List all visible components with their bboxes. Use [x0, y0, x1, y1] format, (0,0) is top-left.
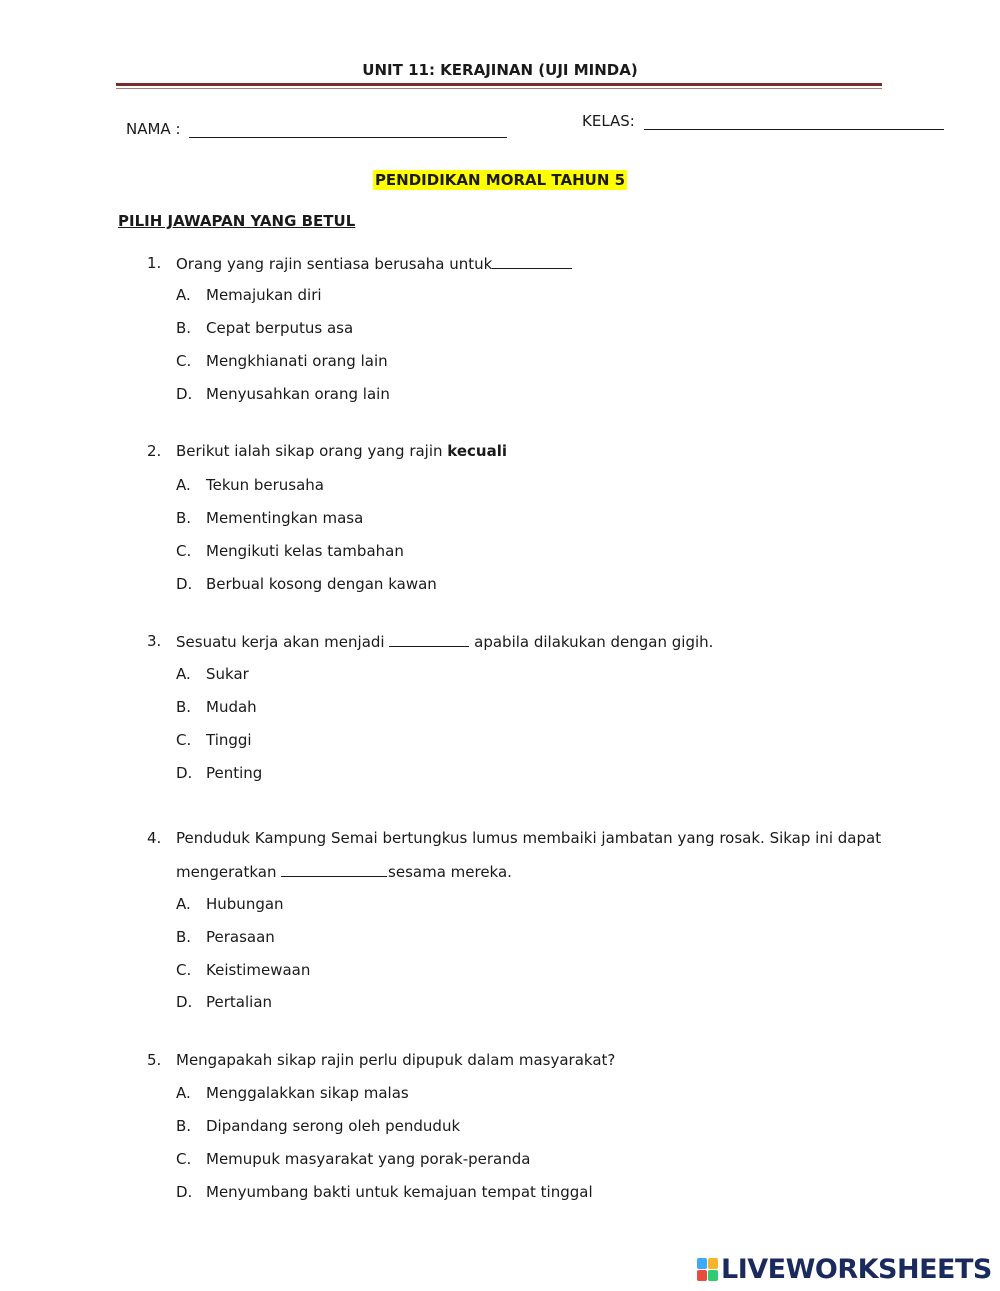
question-text-line1: Penduduk Kampung Semai bertungkus lumus membaiki jambatan yang rosak. Sikap ini dapat — [176, 829, 882, 847]
option-text[interactable]: Pertalian — [206, 993, 273, 1011]
option-text[interactable]: Memajukan diri — [206, 286, 322, 304]
option-letter[interactable]: A. — [176, 476, 191, 494]
option-letter[interactable]: B. — [176, 1117, 192, 1135]
question-number: 3. — [147, 632, 162, 650]
kelas-field — [582, 112, 944, 130]
option-text[interactable]: Hubungan — [206, 895, 284, 913]
option-text[interactable]: Dipandang serong oleh penduduk — [206, 1117, 461, 1135]
question-text — [176, 442, 507, 460]
question-text-part: mengeratkan — [176, 863, 277, 881]
liveworksheets-logo — [697, 1253, 992, 1285]
option-letter[interactable]: B. — [176, 698, 192, 716]
option-letter[interactable]: B. — [176, 509, 192, 527]
question-text-part: Orang yang rajin sentiasa berusaha untuk — [176, 255, 493, 273]
option-letter[interactable]: D. — [176, 993, 193, 1011]
option-letter[interactable]: C. — [176, 731, 192, 749]
option-letter[interactable]: A. — [176, 895, 191, 913]
question-text-part: sesama mereka. — [388, 863, 512, 881]
option-letter[interactable]: A. — [176, 286, 191, 304]
nama-field — [126, 120, 507, 138]
title-rule-thin — [116, 88, 882, 89]
question-number: 5. — [147, 1051, 162, 1069]
option-letter[interactable]: D. — [176, 575, 193, 593]
instruction-heading: PILIH JAWAPAN YANG BETUL — [118, 212, 356, 230]
answer-blank — [389, 632, 469, 647]
question-number: 1. — [147, 254, 162, 272]
option-letter[interactable]: D. — [176, 385, 193, 403]
question-text — [176, 862, 512, 881]
option-text[interactable]: Menyusahkan orang lain — [206, 385, 390, 403]
option-letter[interactable]: B. — [176, 319, 192, 337]
subject-text: PENDIDIKAN MORAL TAHUN 5 — [374, 171, 626, 189]
option-letter[interactable]: C. — [176, 542, 192, 560]
option-text[interactable]: Keistimewaan — [206, 961, 311, 979]
option-text[interactable]: Berbual kosong dengan kawan — [206, 575, 437, 593]
kelas-blank[interactable] — [644, 115, 944, 130]
worksheet-title: UNIT 11: KERAJINAN (UJI MINDA) — [362, 61, 638, 79]
question-text — [176, 632, 713, 651]
nama-blank[interactable] — [189, 123, 507, 138]
question-text: Mengapakah sikap rajin perlu dipupuk dalam masyarakat? — [176, 1051, 616, 1069]
option-letter[interactable]: A. — [176, 665, 191, 683]
option-text[interactable]: Menyumbang bakti untuk kemajuan tempat tinggal — [206, 1183, 593, 1201]
option-text[interactable]: Mengkhianati orang lain — [206, 352, 388, 370]
answer-blank — [492, 254, 572, 269]
option-letter[interactable]: B. — [176, 928, 192, 946]
option-text[interactable]: Mengikuti kelas tambahan — [206, 542, 404, 560]
option-letter[interactable]: C. — [176, 352, 192, 370]
subject-heading — [0, 170, 1000, 189]
option-text[interactable]: Sukar — [206, 665, 249, 683]
option-letter[interactable]: D. — [176, 1183, 193, 1201]
option-text[interactable]: Mementingkan masa — [206, 509, 364, 527]
option-text[interactable]: Tekun berusaha — [206, 476, 324, 494]
title-rule — [116, 83, 882, 86]
kelas-label: KELAS: — [582, 112, 635, 130]
question-text-part: Berikut ialah sikap orang yang rajin — [176, 442, 443, 460]
option-letter[interactable]: D. — [176, 764, 193, 782]
option-text[interactable]: Cepat berputus asa — [206, 319, 354, 337]
question-text — [176, 254, 572, 273]
option-letter[interactable]: C. — [176, 961, 192, 979]
option-text[interactable]: Menggalakkan sikap malas — [206, 1084, 409, 1102]
option-text[interactable]: Memupuk masyarakat yang porak-peranda — [206, 1150, 531, 1168]
question-emphasis: kecuali — [447, 442, 508, 460]
option-letter[interactable]: A. — [176, 1084, 191, 1102]
nama-label: NAMA : — [126, 120, 181, 138]
liveworksheets-logo-icon — [697, 1258, 718, 1281]
option-text[interactable]: Penting — [206, 764, 263, 782]
question-number: 2. — [147, 442, 162, 460]
question-text-part: Sesuatu kerja akan menjadi — [176, 633, 385, 651]
question-text-part: apabila dilakukan dengan gigih. — [474, 633, 714, 651]
option-text[interactable]: Mudah — [206, 698, 257, 716]
option-letter[interactable]: C. — [176, 1150, 192, 1168]
answer-blank — [281, 862, 387, 877]
liveworksheets-logo-text: LIVEWORKSHEETS — [721, 1253, 992, 1285]
question-number: 4. — [147, 829, 162, 847]
option-text[interactable]: Tinggi — [206, 731, 252, 749]
option-text[interactable]: Perasaan — [206, 928, 275, 946]
